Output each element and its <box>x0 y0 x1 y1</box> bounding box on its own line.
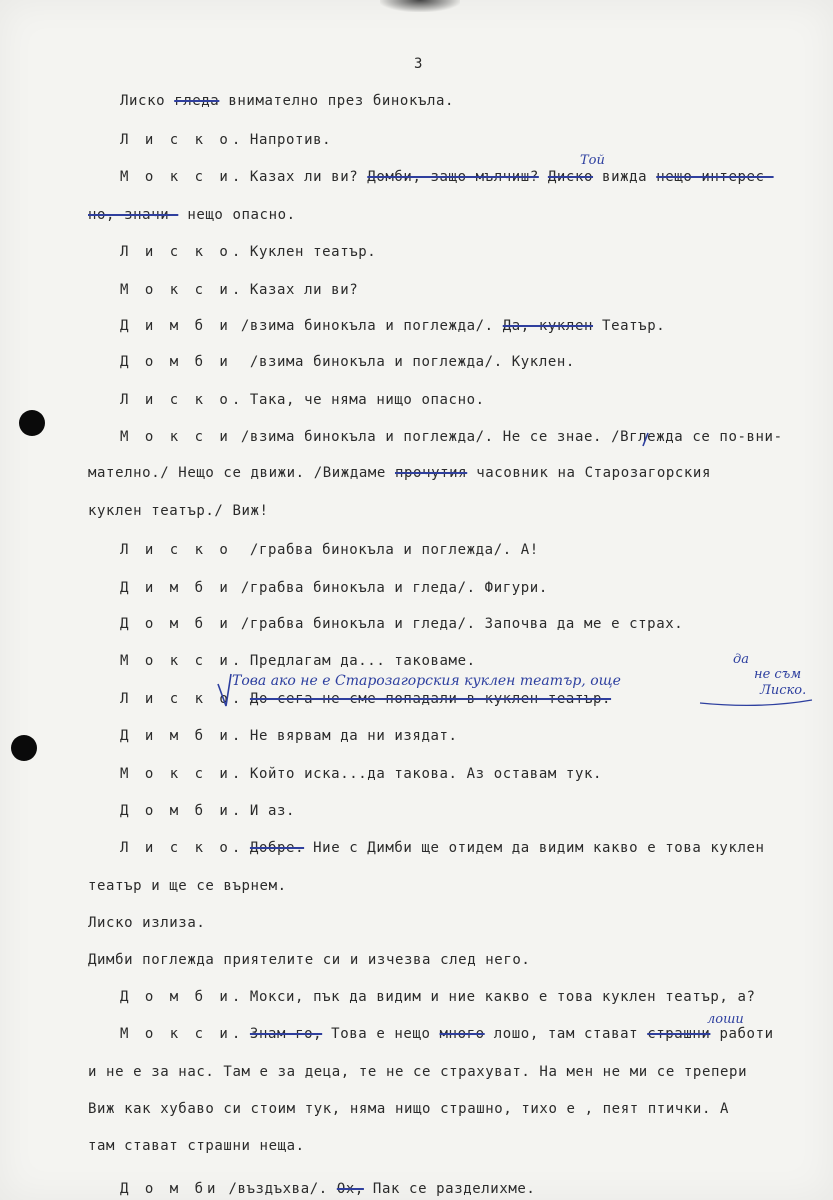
handwritten-insert-nesam: не съм <box>754 667 802 682</box>
typed-line <box>120 727 458 745</box>
text-segment: /взима бинокъла и поглежда/. Куклен. <box>231 354 575 370</box>
text-segment: . Казах ли ви? <box>231 282 359 298</box>
handwritten-note-toi: Той <box>580 153 605 168</box>
text-segment: Ние с Димби ще отидем да видим какво е това куклен <box>304 840 765 856</box>
text-segment: . Предлагам да... таковаме. <box>231 653 476 669</box>
typed-line <box>88 206 296 224</box>
speaker-name: Д о м б и <box>120 616 232 632</box>
text-segment: внимателно през бинокъла. <box>219 93 455 109</box>
typed-line <box>88 877 287 895</box>
handwritten-note-loshi: лоши <box>707 1012 744 1027</box>
punch-hole-top <box>19 410 45 436</box>
text-segment: . <box>231 1026 250 1042</box>
typed-line <box>88 951 530 969</box>
struck-text: До сега не сме попадали в куклен театър. <box>249 691 612 707</box>
text-segment: . <box>231 691 250 707</box>
text-segment: Театър. <box>593 318 666 334</box>
struck-text: Ох, <box>336 1181 364 1197</box>
typed-line <box>120 243 376 261</box>
typed-line <box>120 765 602 783</box>
text-segment: . Казах ли ви? <box>231 169 368 185</box>
text-segment <box>539 169 548 185</box>
typed-line <box>120 317 665 335</box>
text-segment: Пак се разделихме. <box>363 1181 536 1197</box>
struck-text: но, значи <box>88 207 179 223</box>
typed-line <box>120 281 358 299</box>
speaker-name: М о к с и <box>120 653 232 669</box>
speaker-name: Д о м б и <box>120 354 232 370</box>
page-number: 3 <box>414 56 423 72</box>
speaker-name: Л и с к о <box>120 691 232 707</box>
typed-line <box>120 615 683 633</box>
speaker-name: Л и с к о <box>120 392 232 408</box>
text-segment: . И аз. <box>231 803 296 819</box>
text-segment: лошо, там стават <box>484 1026 648 1042</box>
typed-line <box>120 652 476 670</box>
typed-line <box>120 428 783 446</box>
struck-text: Да, куклен <box>502 318 594 334</box>
struck-text: много <box>439 1026 485 1042</box>
handwritten-insert-line: Това ако не е Старозагорския куклен театър, още <box>232 673 621 689</box>
speaker-name: М о к с и <box>120 1026 232 1042</box>
handwritten-insert-lisko: Лиско. <box>760 683 807 698</box>
speaker-name: Л и с к о <box>120 542 232 558</box>
text-segment: . Куклен театър. <box>231 244 377 260</box>
handwritten-insert-da: да <box>733 652 749 667</box>
typed-line <box>120 839 765 857</box>
text-segment: . Не вярвам да ни изядат. <box>231 728 458 744</box>
typed-line <box>120 92 454 110</box>
typed-line <box>120 988 756 1006</box>
text-segment: . Който иска...да такова. Аз оставам тук. <box>231 766 603 782</box>
typed-line <box>120 579 548 597</box>
speaker-name: М о к с и <box>120 429 232 445</box>
speaker-name: Д и м б и <box>120 728 232 744</box>
text-segment: куклен театър./ Виж! <box>88 503 269 519</box>
typed-line <box>120 391 485 409</box>
struck-text: нещо интерес- <box>656 169 774 185</box>
binder-clip-shadow <box>380 0 460 12</box>
typed-line <box>120 1180 535 1198</box>
typed-line <box>120 802 295 820</box>
typed-line <box>120 690 611 708</box>
speaker-name: М о к с и <box>120 766 232 782</box>
punch-hole-bottom <box>11 735 37 761</box>
speaker-name: Д о м би <box>120 1181 220 1197</box>
text-segment: и не е за нас. Там е за деца, те не се страхуват. На мен не ми се трепери <box>88 1064 748 1080</box>
text-segment: Лиско <box>120 93 175 109</box>
text-segment: /грабва бинокъла и поглежда/. А! <box>231 542 539 558</box>
text-segment: /въздъхва/. <box>219 1181 337 1197</box>
text-segment: работи <box>710 1026 774 1042</box>
typed-line <box>88 1100 729 1118</box>
typed-line <box>88 1063 747 1081</box>
speaker-name: М о к с и <box>120 169 232 185</box>
struck-text: Диско <box>547 169 594 185</box>
typed-line <box>88 464 711 482</box>
text-segment: /грабва бинокъла и гледа/. Фигури. <box>231 580 548 596</box>
text-segment: Лиско излиза. <box>88 915 206 931</box>
speaker-name: Д о м б и <box>120 803 232 819</box>
typed-line <box>120 541 539 559</box>
text-segment: . Така, че няма нищо опасно. <box>231 392 485 408</box>
text-segment: . Напротив. <box>231 132 332 148</box>
insert-underline-mark <box>700 700 812 705</box>
text-segment: . Мокси, пък да видим и ние какво е това куклен театър, а? <box>231 989 756 1005</box>
speaker-name: Л и с к о <box>120 244 232 260</box>
text-segment: . <box>231 840 250 856</box>
typed-line <box>120 1025 774 1043</box>
struck-text: Домби, защо мълчиш? <box>367 169 539 185</box>
text-segment: Това е нещо <box>322 1026 440 1042</box>
text-segment: Димби поглежда приятелите си и изчезва след него. <box>88 952 531 968</box>
text-segment: мателно./ Нещо се движи. /Виждаме <box>88 465 395 481</box>
speaker-name: М о к с и <box>120 282 232 298</box>
typed-line <box>88 1137 305 1155</box>
text-segment: вижда <box>593 169 657 185</box>
struck-text: страшни <box>647 1026 711 1042</box>
text-segment: /взима бинокъла и поглежда/. Не се знае. /Вглежда се по-вни- <box>231 429 783 445</box>
struck-text: Добре. <box>249 840 305 856</box>
text-segment: Виж как хубаво си стоим тук, няма нищо страшно, тихо е , пеят птички. А <box>88 1101 730 1117</box>
typed-line <box>120 353 575 371</box>
speaker-name: Л и с к о <box>120 840 232 856</box>
struck-text: прочутия <box>394 465 468 481</box>
typed-line <box>120 168 774 186</box>
speaker-name: Д о м б и <box>120 989 232 1005</box>
text-segment: театър и ще се върнем. <box>88 878 287 894</box>
text-segment: часовник на Старозагорския <box>467 465 711 481</box>
typed-line <box>88 502 269 520</box>
struck-text: Знам го, <box>249 1026 323 1042</box>
typed-line <box>88 914 205 932</box>
text-segment: /грабва бинокъла и гледа/. Започва да ме е страх. <box>231 616 684 632</box>
struck-text: гледа <box>174 93 220 109</box>
speaker-name: Л и с к о <box>120 132 232 148</box>
text-segment: нещо опасно. <box>178 207 296 223</box>
speaker-name: Д и м б и <box>120 580 232 596</box>
text-segment: там стават страшни неща. <box>88 1138 305 1154</box>
typed-line <box>120 131 331 149</box>
text-segment: /взима бинокъла и поглежда/. <box>231 318 503 334</box>
speaker-name: Д и м б и <box>120 318 232 334</box>
